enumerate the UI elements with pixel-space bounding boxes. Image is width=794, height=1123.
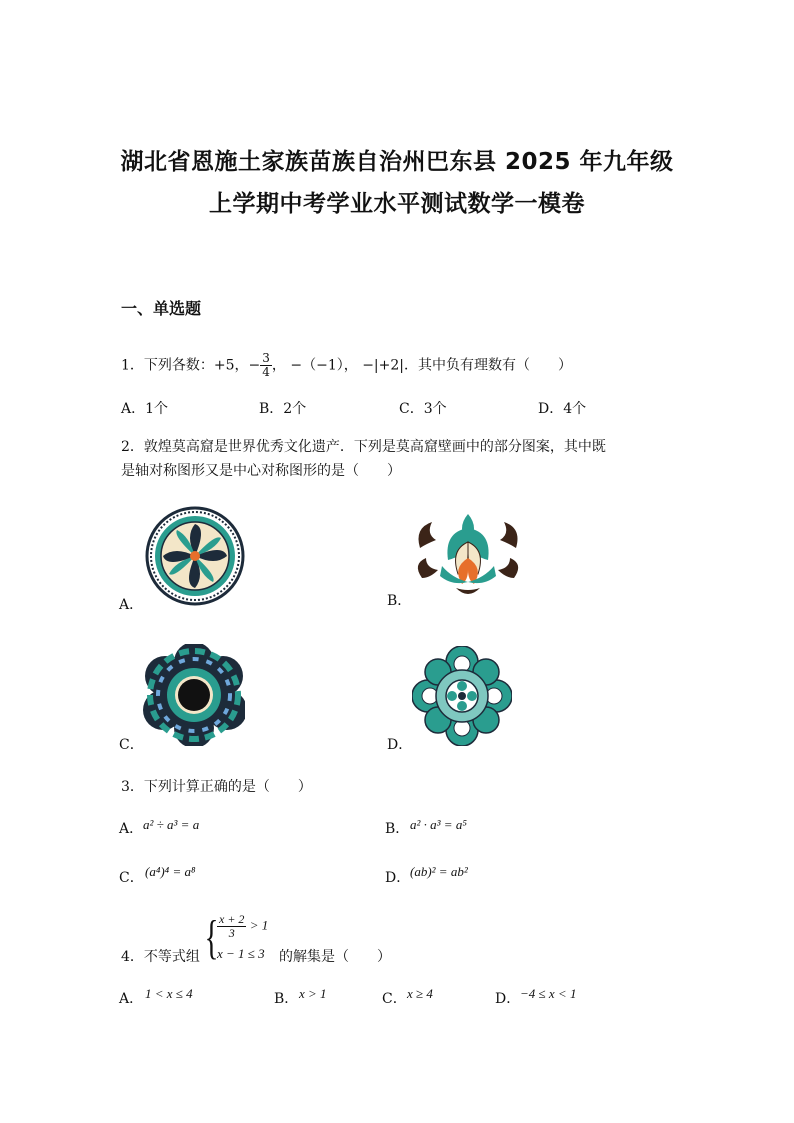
q1-option-c[interactable]: C．3个 bbox=[399, 401, 447, 417]
question-1-stem bbox=[121, 352, 572, 379]
q3-label-b[interactable]: B． bbox=[385, 821, 410, 837]
q4-label-c[interactable]: C． bbox=[382, 991, 407, 1007]
q3-option-b-expr[interactable]: a² · a³ = a⁵ bbox=[410, 817, 467, 832]
q1-option-d[interactable]: D．4个 bbox=[538, 401, 587, 417]
q2-label-d[interactable]: D． bbox=[387, 737, 413, 753]
q1-fraction bbox=[260, 352, 272, 379]
page-title-line2: 上学期中考学业水平测试数学一模卷 bbox=[209, 191, 585, 217]
section-heading: 一、单选题 bbox=[121, 299, 202, 318]
q2-stem-line1: 2．敦煌莫高窟是世界优秀文化遗产．下列是莫高窟壁画中的部分图案，其中既 bbox=[121, 439, 606, 455]
q3-label-c[interactable]: C． bbox=[119, 870, 144, 886]
page-title-line1: 湖北省恩施土家族苗族自治州巴东县 2025 年九年级 bbox=[120, 149, 674, 175]
q3-stem: 3．下列计算正确的是（ ） bbox=[121, 779, 312, 795]
q4-option-b-expr[interactable]: x > 1 bbox=[299, 986, 327, 1001]
q2-label-b[interactable]: B． bbox=[387, 593, 412, 609]
q2-label-a[interactable]: A． bbox=[119, 597, 144, 613]
q1-close: ） bbox=[558, 357, 573, 374]
q1-frac-num: 3 bbox=[262, 351, 270, 365]
q1-frac-den: 4 bbox=[262, 365, 270, 379]
q4-ineq1-num: x + 2 bbox=[219, 912, 245, 926]
q1-item4: −|+2| bbox=[362, 357, 405, 374]
q4-label-b[interactable]: B． bbox=[274, 991, 299, 1007]
q4-stem-suffix: 的解集是（ ） bbox=[279, 949, 391, 965]
q3-option-d-expr[interactable]: (ab)² = ab² bbox=[410, 864, 468, 879]
mandala-a-icon[interactable] bbox=[145, 506, 245, 606]
q3-label-d[interactable]: D． bbox=[385, 870, 411, 886]
ring-c-icon[interactable] bbox=[143, 644, 245, 746]
q4-option-a-expr[interactable]: 1 < x ≤ 4 bbox=[145, 986, 193, 1001]
q1-neg-sign: − bbox=[248, 357, 261, 374]
q1-suffix: ．其中负有理数有（ bbox=[404, 357, 531, 374]
q4-ineq1-rhs: > 1 bbox=[249, 917, 269, 933]
q4-ineq1-fraction bbox=[217, 913, 246, 940]
q4-option-c-expr[interactable]: x ≥ 4 bbox=[407, 986, 433, 1001]
q4-inequality-1 bbox=[217, 913, 268, 940]
q1-comma: ， bbox=[271, 357, 286, 374]
q4-label-a[interactable]: A． bbox=[119, 991, 144, 1007]
q1-option-a[interactable]: A．1个 bbox=[121, 401, 169, 417]
lotus-b-icon[interactable] bbox=[412, 508, 524, 600]
q4-label-d[interactable]: D． bbox=[495, 991, 521, 1007]
q1-option-b[interactable]: B．2个 bbox=[259, 401, 307, 417]
q4-ineq1-den: 3 bbox=[228, 926, 235, 940]
q3-option-a-expr[interactable]: a² ÷ a³ = a bbox=[143, 817, 200, 832]
q4-brace: { bbox=[204, 911, 219, 964]
q4-option-d-expr[interactable]: −4 ≤ x < 1 bbox=[520, 986, 577, 1001]
flower-d-icon[interactable] bbox=[412, 646, 512, 746]
q1-item3: −（−1）， bbox=[290, 357, 358, 374]
q3-option-c-expr[interactable]: (a⁴)⁴ = a⁸ bbox=[145, 864, 196, 879]
q1-prefix: 1．下列各数：+5， bbox=[121, 357, 249, 374]
q2-stem-line2: 是轴对称图形又是中心对称图形的是（ ） bbox=[121, 463, 401, 479]
q3-label-a[interactable]: A． bbox=[119, 821, 144, 837]
q2-label-c[interactable]: C． bbox=[119, 737, 144, 753]
q4-stem-prefix: 4．不等式组 bbox=[121, 949, 200, 965]
q4-inequality-2: x − 1 ≤ 3 bbox=[217, 946, 265, 961]
